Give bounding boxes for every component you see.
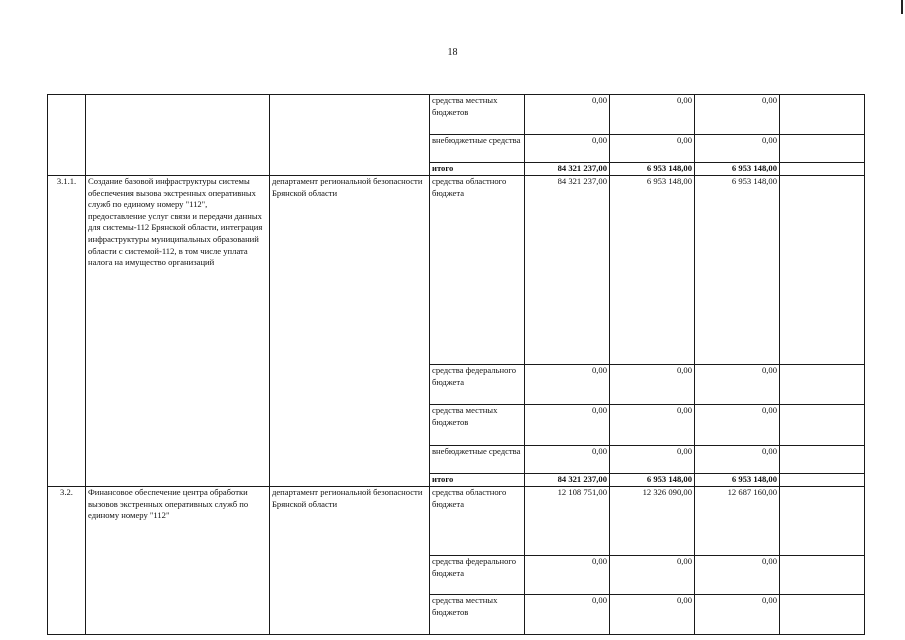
notes-cell bbox=[780, 556, 865, 595]
notes-cell bbox=[780, 176, 865, 365]
executor-cell bbox=[270, 95, 430, 176]
amount-year2-cell: 0,00 bbox=[610, 135, 695, 163]
funding-source-cell: внебюджетные средства bbox=[430, 446, 525, 474]
page-number: 18 bbox=[447, 47, 458, 58]
funding-source-cell: средства федерального бюджета bbox=[430, 556, 525, 595]
table-row bbox=[48, 176, 865, 365]
amount-year3-cell: 0,00 bbox=[695, 556, 780, 595]
amount-year2-cell: 0,00 bbox=[610, 95, 695, 135]
amount-year1-cell: 0,00 bbox=[525, 95, 610, 135]
notes-cell bbox=[780, 95, 865, 135]
amount-year2-cell: 12 326 090,00 bbox=[610, 487, 695, 556]
notes-cell bbox=[780, 446, 865, 474]
amount-year2-cell: 0,00 bbox=[610, 365, 695, 405]
amount-year1-cell: 84 321 237,00 bbox=[525, 163, 610, 176]
executor-cell: департамент региональной безопасности Брянской области bbox=[270, 487, 430, 635]
amount-year1-cell: 12 108 751,00 bbox=[525, 487, 610, 556]
notes-cell bbox=[780, 365, 865, 405]
amount-year3-cell: 0,00 bbox=[695, 405, 780, 446]
amount-year1-cell: 0,00 bbox=[525, 135, 610, 163]
funding-source-cell: итого bbox=[430, 163, 525, 176]
amount-year2-cell: 0,00 bbox=[610, 556, 695, 595]
amount-year3-cell: 6 953 148,00 bbox=[695, 474, 780, 487]
notes-cell bbox=[780, 487, 865, 556]
row-number-cell bbox=[48, 95, 86, 176]
table-row bbox=[48, 487, 865, 556]
amount-year1-cell: 0,00 bbox=[525, 446, 610, 474]
notes-cell bbox=[780, 595, 865, 635]
amount-year1-cell: 0,00 bbox=[525, 556, 610, 595]
notes-cell bbox=[780, 474, 865, 487]
amount-year2-cell: 6 953 148,00 bbox=[610, 474, 695, 487]
amount-year3-cell: 6 953 148,00 bbox=[695, 163, 780, 176]
budget-table bbox=[47, 94, 865, 635]
funding-source-cell: внебюджетные средства bbox=[430, 135, 525, 163]
amount-year1-cell: 0,00 bbox=[525, 365, 610, 405]
funding-source-cell: средства местных бюджетов bbox=[430, 405, 525, 446]
funding-source-cell: средства местных бюджетов bbox=[430, 95, 525, 135]
amount-year2-cell: 6 953 148,00 bbox=[610, 163, 695, 176]
measure-name-cell: Создание базовой инфраструктуры системы обеспечения вызова экстренных оперативных служб по единому номеру "112", предоставление услуг связи и передачи данных для системы-112 Брянской области, интеграция инфраструктуры муниципальных образований области с системой-112, в том числе уплата налога на имущество организаций bbox=[86, 176, 270, 487]
amount-year3-cell: 0,00 bbox=[695, 446, 780, 474]
notes-cell bbox=[780, 135, 865, 163]
measure-name-cell bbox=[86, 95, 270, 176]
measure-name-cell: Финансовое обеспечение центра обработки вызовов экстренных оперативных служб по единому номеру "112" bbox=[86, 487, 270, 635]
amount-year1-cell: 0,00 bbox=[525, 595, 610, 635]
amount-year3-cell: 12 687 160,00 bbox=[695, 487, 780, 556]
row-number-cell: 3.2. bbox=[48, 487, 86, 635]
scan-edge-mark bbox=[901, 0, 903, 14]
amount-year1-cell: 0,00 bbox=[525, 405, 610, 446]
executor-cell: департамент региональной безопасности Брянской области bbox=[270, 176, 430, 487]
funding-source-cell: средства федерального бюджета bbox=[430, 365, 525, 405]
table-row bbox=[48, 95, 865, 135]
amount-year2-cell: 0,00 bbox=[610, 595, 695, 635]
funding-source-cell: средства областного бюджета bbox=[430, 176, 525, 365]
amount-year1-cell: 84 321 237,00 bbox=[525, 474, 610, 487]
amount-year2-cell: 0,00 bbox=[610, 446, 695, 474]
amount-year3-cell: 0,00 bbox=[695, 135, 780, 163]
notes-cell bbox=[780, 405, 865, 446]
amount-year3-cell: 0,00 bbox=[695, 95, 780, 135]
amount-year1-cell: 84 321 237,00 bbox=[525, 176, 610, 365]
amount-year2-cell: 0,00 bbox=[610, 405, 695, 446]
notes-cell bbox=[780, 163, 865, 176]
row-number-cell: 3.1.1. bbox=[48, 176, 86, 487]
amount-year3-cell: 0,00 bbox=[695, 595, 780, 635]
amount-year2-cell: 6 953 148,00 bbox=[610, 176, 695, 365]
funding-source-cell: средства областного бюджета bbox=[430, 487, 525, 556]
amount-year3-cell: 6 953 148,00 bbox=[695, 176, 780, 365]
funding-source-cell: средства местных бюджетов bbox=[430, 595, 525, 635]
funding-source-cell: итого bbox=[430, 474, 525, 487]
amount-year3-cell: 0,00 bbox=[695, 365, 780, 405]
